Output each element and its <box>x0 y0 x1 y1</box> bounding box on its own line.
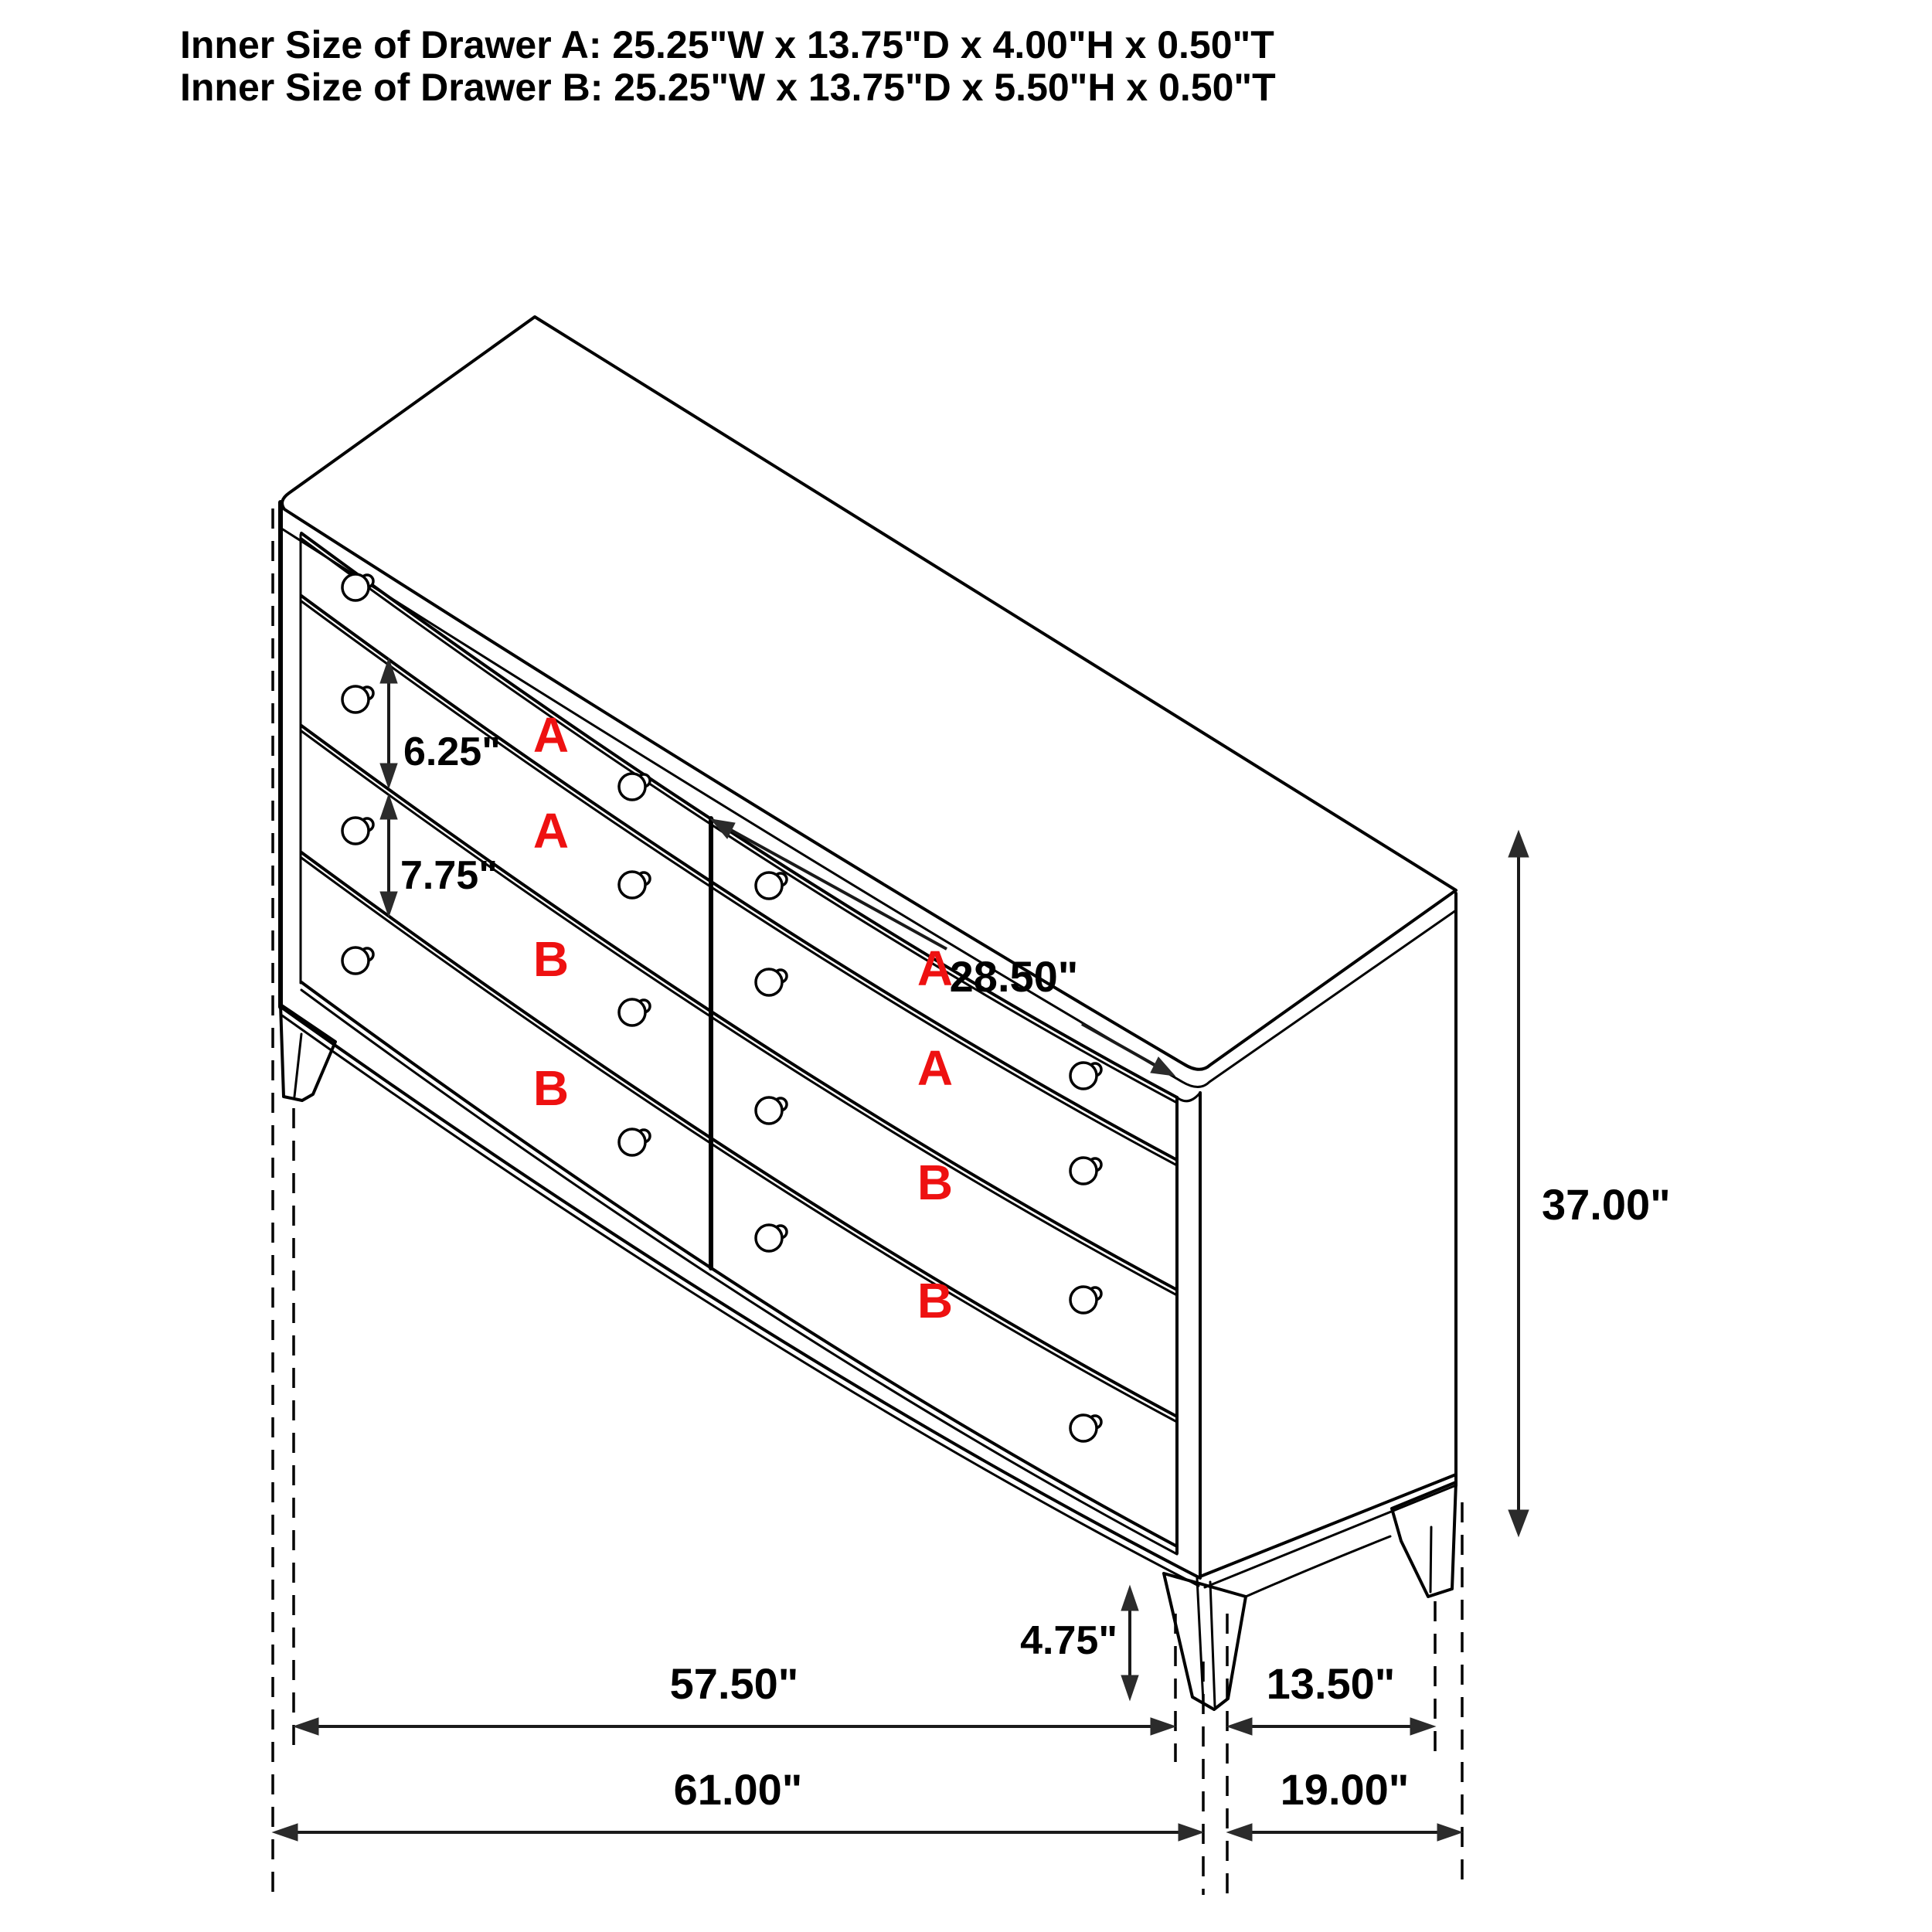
dim-drawer-width <box>711 819 1175 1076</box>
drawer-label: A <box>917 940 954 996</box>
title-line-2: Inner Size of Drawer B: 25.25"W x 13.75"D x 5.50"H x 0.50"T <box>180 66 1276 109</box>
drawer-label: A <box>532 803 570 859</box>
dim-label-overall-depth: 19.00" <box>1280 1765 1410 1814</box>
title-block <box>180 23 1276 109</box>
drawer-label: B <box>917 1155 954 1210</box>
gap-line-3 <box>301 852 1177 1417</box>
drawer-gap-lines <box>280 533 1200 1586</box>
dim-label-front-leg-span: 57.50" <box>669 1659 799 1708</box>
drawer-knob <box>342 574 373 600</box>
front-right-leg-facet-1 <box>1197 1578 1203 1702</box>
gap-line-2 <box>301 726 1177 1290</box>
dim-overall-width <box>273 1765 1203 1841</box>
drawer-knob <box>1070 1158 1101 1184</box>
dim-label-overall-height: 37.00" <box>1542 1180 1671 1229</box>
dim-label-drawer-b-height: 7.75" <box>400 853 498 898</box>
drawer-knob <box>756 1225 787 1251</box>
dresser-drawing <box>280 317 1456 1709</box>
dim-line <box>1082 1024 1156 1066</box>
dim-label-drawer-width: 28.50" <box>949 952 1079 1001</box>
drawer-label: B <box>917 1273 954 1328</box>
dim-label-side-leg-span: 13.50" <box>1266 1659 1396 1708</box>
dim-drawer-b-height <box>380 794 498 917</box>
drawer-knob <box>756 969 787 995</box>
dim-overall-depth <box>1227 1765 1462 1841</box>
drawer-knob <box>342 947 373 974</box>
back-right-leg-facet <box>1430 1527 1431 1592</box>
case-bottom-edge <box>280 1006 1200 1578</box>
dim-label-overall-width: 61.00" <box>673 1765 803 1814</box>
dim-leg-height <box>1020 1586 1138 1700</box>
drawer-label: A <box>532 707 570 763</box>
drawer-knob <box>619 774 650 800</box>
drawer-label: B <box>532 931 570 987</box>
drawer-knob <box>619 999 650 1026</box>
drawer-knob <box>342 686 373 713</box>
title-line-1: Inner Size of Drawer A: 25.25"W x 13.75"D x 4.00"H x 0.50"T <box>180 23 1274 66</box>
dim-drawer-a-height <box>380 658 501 788</box>
drawer-knob <box>619 1129 650 1155</box>
side-apron-arch <box>1246 1536 1390 1597</box>
drawer-knob <box>1070 1063 1101 1089</box>
dim-front-leg-span <box>294 1659 1175 1735</box>
front-left-leg-facet <box>294 1034 301 1097</box>
drawer-knob <box>1070 1415 1101 1441</box>
bottom-rail-top <box>301 982 1177 1546</box>
gap-line-3b <box>301 858 1177 1422</box>
dim-side-leg-span <box>1227 1659 1435 1735</box>
drawer-knob <box>342 818 373 844</box>
drawer-label: B <box>532 1060 570 1116</box>
top-face-outline <box>282 317 1456 1070</box>
side-bottom-edge-2 <box>1205 1485 1456 1587</box>
drawer-knob <box>1070 1287 1101 1313</box>
dim-label-leg-height: 4.75" <box>1020 1618 1117 1663</box>
drawer-knob <box>619 872 650 898</box>
dim-label-drawer-a-height: 6.25" <box>403 730 501 774</box>
drawer-label: A <box>917 1040 954 1096</box>
bottom-rail-2 <box>301 990 1177 1554</box>
drawer-knob <box>756 872 787 899</box>
front-right-leg-facet-2 <box>1210 1582 1215 1706</box>
dim-overall-height <box>1509 831 1671 1536</box>
drawer-labels <box>533 707 953 1328</box>
top-band-edge <box>283 529 1456 1087</box>
front-right-post-cap <box>1177 1093 1200 1101</box>
drawer-knob <box>756 1097 787 1124</box>
